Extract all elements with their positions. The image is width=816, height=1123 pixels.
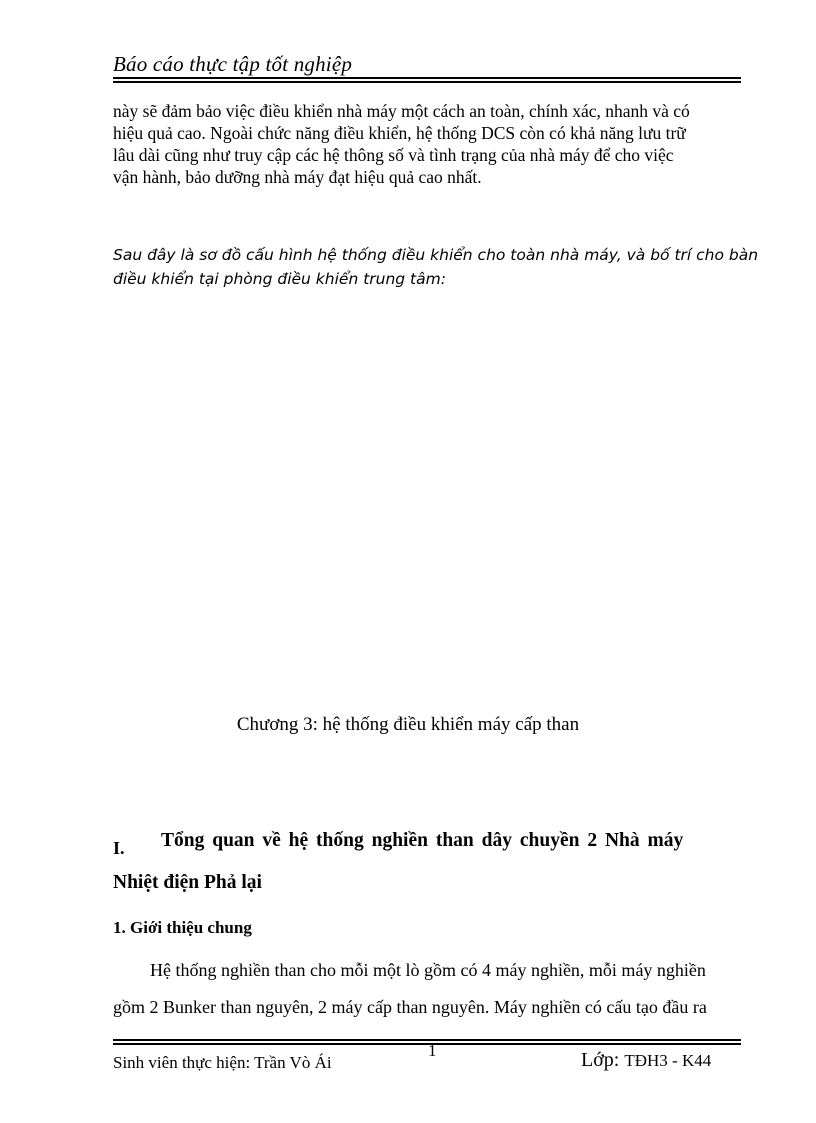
italic-line: điều khiển tại phòng điều khiển trung tâm:	[113, 270, 446, 288]
footer-class-label: Lớp:	[581, 1049, 620, 1071]
footer-rule-top	[113, 1039, 741, 1041]
section-title-line1: Tổng quan về hệ thống nghiền than dây chuyền 2 Nhà máy	[161, 830, 684, 851]
footer-class	[581, 1049, 711, 1072]
page-number: 1	[428, 1041, 437, 1060]
paragraph-line: Hệ thống nghiền than cho mỗi một lò gồm có 4 máy nghiền, mỗi máy nghiền	[150, 960, 706, 980]
intro-line: hiệu quả cao. Ngoài chức năng điều khiển, hệ thống DCS còn có khả năng lưu trữ	[113, 123, 686, 143]
intro-line: lâu dài cũng như truy cập các hệ thông số và tình trạng của nhà máy để cho việc	[113, 145, 674, 165]
intro-line: vận hành, bảo dưỡng nhà máy đạt hiệu quả cao nhất.	[113, 167, 482, 187]
chapter-title: Chương 3: hệ thống điều khiển máy cấp than	[236, 714, 580, 735]
footer-rule-bottom	[113, 1043, 741, 1045]
italic-line: Sau đây là sơ đồ cấu hình hệ thống điều khiển cho toàn nhà máy, và bố trí cho bàn	[113, 246, 759, 264]
section-number: I.	[113, 838, 125, 858]
subsection-title: 1. Giới thiệu chung	[113, 918, 252, 937]
header-title: Báo cáo thực tập tốt nghiệp	[113, 52, 353, 76]
footer-student: Sinh viên thực hiện: Trần Vò Ái	[113, 1053, 332, 1072]
header-rule-bottom	[113, 81, 741, 83]
header-rule-top	[113, 77, 741, 79]
paragraph-line: gồm 2 Bunker than nguyên, 2 máy cấp than nguyên. Máy nghiền có cấu tạo đầu ra	[113, 997, 707, 1017]
section-title-line2: Nhiệt điện Phả lại	[113, 872, 262, 893]
intro-line: này sẽ đảm bảo việc điều khiển nhà máy một cách an toàn, chính xác, nhanh và có	[113, 101, 690, 121]
footer-class-value: TĐH3 - K44	[624, 1051, 712, 1070]
